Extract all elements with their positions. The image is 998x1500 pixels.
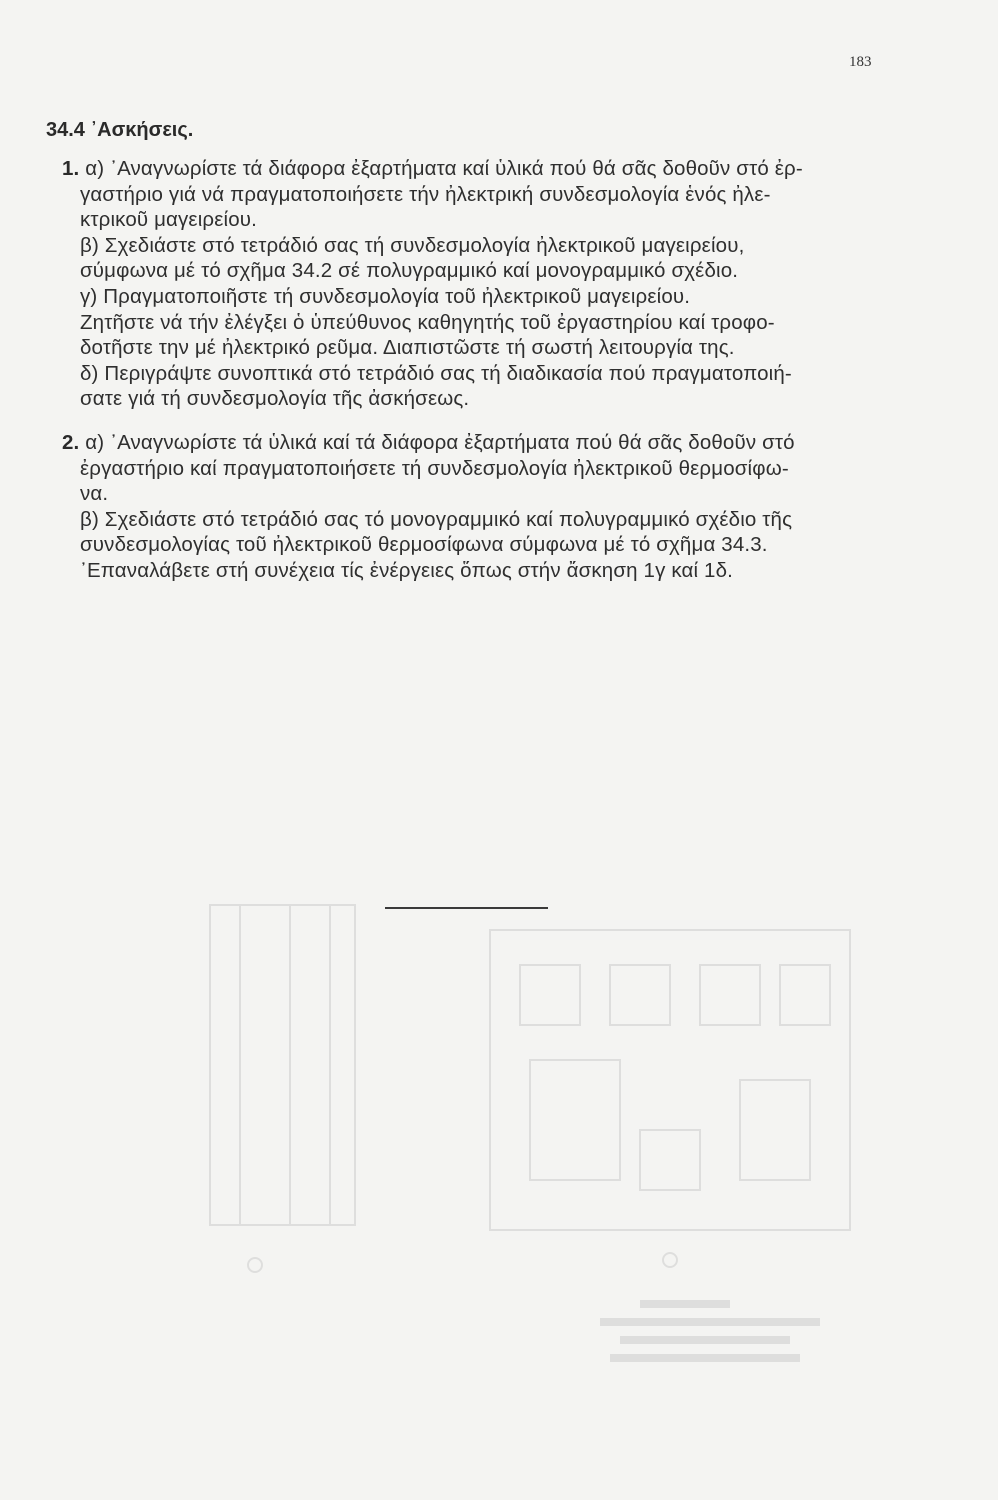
exercise-2 <box>62 430 902 584</box>
exercise-line: γ) Πραγματοποιῆστε τή συνδεσμολογία τοῦ ἠλεκτρικοῦ μαγειρείου. <box>80 284 691 308</box>
exercise-line: 1. α) ᾿Αναγνωρίστε τά διάφορα ἐξαρτήματα καί ὑλικά πού θά σᾶς δοθοῦν στό ἐρ- <box>62 157 803 180</box>
exercise-line: συνδεσμολογίας τοῦ ἠλεκτρικοῦ θερμοσίφωνα σύμφωνα μέ τό σχῆμα 34.3. <box>80 533 768 557</box>
page-number: 183 <box>849 54 872 70</box>
exercise-number: 2. <box>62 431 80 454</box>
exercise-line: δ) Περιγράψτε συνοπτικά στό τετράδιό σας τή διαδικασία πού πραγματοποιή- <box>80 361 792 385</box>
exercise-line: δοτῆστε την μέ ἠλεκτρικό ρεῦμα. Διαπιστῶστε τή σωστή λειτουργία της. <box>80 336 735 360</box>
section-heading: 34.4 ᾿Ασκήσεις. <box>46 119 194 141</box>
exercise-line: να. <box>80 482 109 506</box>
exercise-line: κτρικοῦ μαγειρείου. <box>80 208 257 232</box>
exercise-line: Ζητῆστε νά τήν ἐλέγξει ὁ ὑπεύθυνος καθηγητής τοῦ ἐργαστηρίου καί τροφο- <box>80 310 775 334</box>
exercise-line: γαστήριο γιά νά πραγματοποιήσετε τήν ἠλεκτρική συνδεσμολογία ἑνός ἠλε- <box>80 182 771 206</box>
exercise-line: ἐργαστήριο καί πραγματοποιήσετε τή συνδεσμολογία ἠλεκτρικοῦ θερμοσίφω- <box>80 456 789 480</box>
section-divider <box>385 907 548 909</box>
exercise-line: 2. α) ᾿Αναγνωρίστε τά ὑλικά καί τά διάφορα ἐξαρτήματα πού θά σᾶς δοθοῦν στό <box>62 431 795 454</box>
exercise-line: β) Σχεδιάστε στό τετράδιό σας τή συνδεσμολογία ἠλεκτρικοῦ μαγειρείου, <box>80 233 745 257</box>
exercise-line: σατε γιά τή συνδεσμολογία τῆς ἀσκήσεως. <box>80 387 470 411</box>
exercise-line: σύμφωνα μέ τό σχῆμα 34.2 σέ πολυγραμμικό καί μονογραμμικό σχέδιο. <box>80 259 739 283</box>
exercise-line: ᾿Επαναλάβετε στή συνέχεια τίς ἐνέργειες ὅπως στήν ἄσκηση 1γ καί 1δ. <box>80 558 733 582</box>
exercise-number: 1. <box>62 157 80 180</box>
exercise-line: β) Σχεδιάστε στό τετράδιό σας τό μονογραμμικό καί πολυγραμμικό σχέδιο τῆς <box>80 507 793 531</box>
exercise-1 <box>62 156 902 412</box>
